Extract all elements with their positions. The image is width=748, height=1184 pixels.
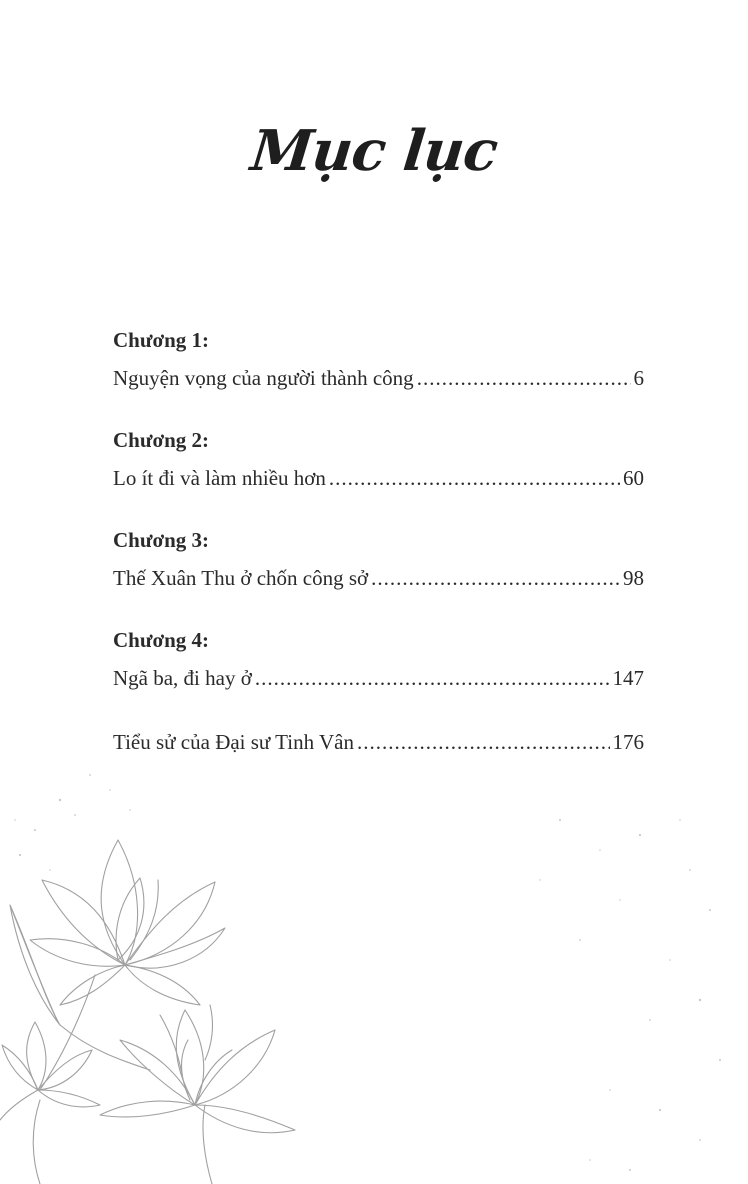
- leaf-line: [12, 910, 58, 1022]
- toc-line: [113, 464, 644, 492]
- chapter-label: Chương 4:: [113, 628, 209, 652]
- stem-line: [60, 1025, 150, 1070]
- chapter-title: Lo ít đi và làm nhiều hơn: [113, 466, 326, 490]
- petal-line: [2, 1045, 38, 1090]
- toc-entry-biography[interactable]: [113, 728, 644, 756]
- chapter-label: Chương 3:: [113, 528, 209, 552]
- toc-entry-chapter-3[interactable]: [113, 526, 644, 592]
- petal-line: [101, 840, 137, 965]
- page-number: 176: [612, 730, 644, 754]
- stem-line: [40, 975, 95, 1090]
- dot-leader: [255, 664, 610, 692]
- toc-line: [113, 728, 644, 756]
- toc-line: [113, 664, 644, 692]
- toc-line: [113, 364, 644, 392]
- stem-line: [33, 1100, 40, 1184]
- petal-line: [125, 965, 200, 1005]
- page-number: 6: [633, 366, 644, 390]
- petal-line: [205, 1005, 212, 1060]
- petal-line: [42, 880, 125, 965]
- biography-title: Tiểu sử của Đại sư Tinh Vân: [113, 730, 354, 754]
- toc-entry-chapter-4[interactable]: [113, 626, 644, 692]
- petal-line: [130, 880, 158, 960]
- petal-line: [38, 1090, 100, 1107]
- dot-leader: [371, 564, 620, 592]
- petal-line: [30, 939, 125, 967]
- toc-line: [113, 564, 644, 592]
- toc-entry-chapter-1[interactable]: [113, 326, 644, 392]
- dot-leader: [417, 364, 631, 392]
- petal-line: [60, 965, 125, 1005]
- chapter-label: Chương 1:: [113, 328, 209, 352]
- chapter-title: Thế Xuân Thu ở chốn công sở: [113, 566, 369, 590]
- chapter-title: Ngã ba, đi hay ở: [113, 666, 252, 690]
- petal-line: [100, 1101, 195, 1117]
- page-number: 147: [612, 666, 644, 690]
- page-number: 60: [623, 466, 644, 490]
- petal-line: [27, 1022, 46, 1090]
- dot-leader: [357, 728, 610, 756]
- petal-line: [181, 1040, 190, 1100]
- petal-line: [195, 1030, 275, 1105]
- chapter-title: Nguyện vọng của người thành công: [113, 366, 414, 390]
- dot-leader: [329, 464, 620, 492]
- petal-line: [125, 928, 225, 968]
- lotus-illustration: [0, 760, 748, 1184]
- petal-line: [116, 878, 144, 960]
- petal-line: [0, 1090, 38, 1120]
- paint-speckles: [14, 774, 721, 1171]
- chapter-label: Chương 2:: [113, 428, 209, 452]
- page-title: Mục lục: [247, 118, 501, 184]
- toc-entry-chapter-2[interactable]: [113, 426, 644, 492]
- stem-line: [203, 1105, 212, 1184]
- petal-line: [195, 1105, 295, 1133]
- page-number: 98: [623, 566, 644, 590]
